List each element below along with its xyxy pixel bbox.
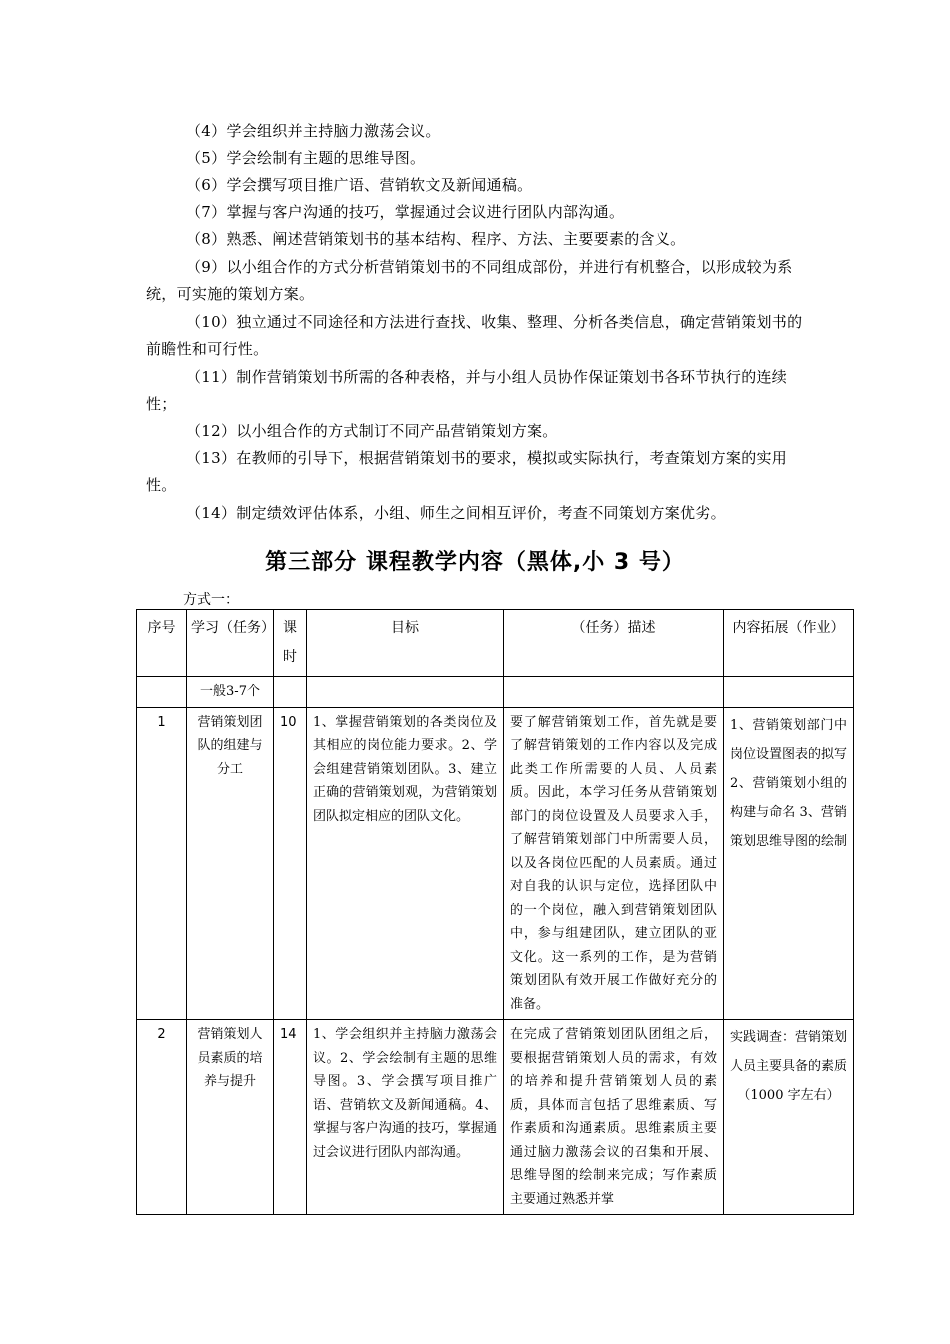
row-task: 营销策划团队的组建与分工 bbox=[187, 707, 274, 1020]
mode-label: 方式一： bbox=[183, 592, 239, 608]
row-number: 2 bbox=[137, 1020, 187, 1215]
paragraph-8: （8）熟悉、阐述营销策划书的基本结构、程序、方法、主要要素的含义。 bbox=[186, 230, 686, 248]
table-row bbox=[137, 707, 854, 1020]
table-header-row bbox=[137, 610, 854, 677]
row-desc: 要了解营销策划工作，首先就是要了解营销策划的工作内容以及完成此类工作所需要的人员、人员素质。因此，本学习任务从营销策划部门的岗位设置及人员要求入手，了解营销策划部门中所需要人员，以及各岗位匹配的人员素质。通过对自我的认识与定位，选择团队中的一个岗位，融入到营销策划团队中，参与组建团队，建立团队的亚文化。这一系列的工作，是为营销策划团队有效开展工作做好充分的准备。 bbox=[504, 707, 724, 1020]
paragraph-10: （10）独立通过不同途径和方法进行查找、收集、整理、分析各类信息，确定营销策划书的前瞻性和可行性。 bbox=[146, 313, 803, 358]
row-extension: 1、营销策划部门中岗位设置图表的拟写 2、营销策划小组的构建与命名 3、营销策划思维导图的绘制 bbox=[724, 707, 854, 1020]
row-number: 1 bbox=[137, 707, 187, 1020]
table-note-row bbox=[137, 677, 854, 708]
paragraph-6: （6）学会撰写项目推广语、营销软文及新闻通稿。 bbox=[186, 176, 533, 194]
header-no: 序号 bbox=[137, 610, 187, 677]
paragraph-13: （13）在教师的引导下，根据营销策划书的要求，模拟或实际执行，考查策划方案的实用性。 bbox=[146, 449, 788, 494]
paragraph-14: （14）制定绩效评估体系，小组、师生之间相互评价，考查不同策划方案优劣。 bbox=[186, 504, 726, 522]
row-goal: 1、学会组织并主持脑力激荡会议。2、学会绘制有主题的思维导图。3、学会撰写项目推广语、营销软文及新闻通稿。4、掌握与客户沟通的技巧，掌握通过会议进行团队内部沟通。 bbox=[307, 1020, 504, 1215]
row-extension-note: （1000 字左右） bbox=[737, 1088, 840, 1103]
header-hours: 课时 bbox=[274, 610, 307, 677]
paragraph-9: （9）以小组合作的方式分析营销策划书的不同组成部份，并进行有机整合，以形成较为系统，可实施的策划方案。 bbox=[146, 258, 793, 303]
row-hours: 14 bbox=[274, 1020, 307, 1215]
paragraph-5: （5）学会绘制有主题的思维导图。 bbox=[186, 149, 426, 167]
paragraph-4: （4）学会组织并主持脑力激荡会议。 bbox=[186, 122, 441, 140]
table-row bbox=[137, 1020, 854, 1215]
row-goal: 1、掌握营销策划的各类岗位及其相应的岗位能力要求。2、学会组建营销策划团队。3、建立正确的营销策划观，为营销策划团队拟定相应的团队文化。 bbox=[307, 707, 504, 1020]
task-count-note: 一般3-7个 bbox=[187, 677, 274, 708]
row-task: 营销策划人员素质的培养与提升 bbox=[187, 1020, 274, 1215]
paragraph-7: （7）掌握与客户沟通的技巧，掌握通过会议进行团队内部沟通。 bbox=[186, 203, 625, 221]
header-goal: 目标 bbox=[307, 610, 504, 677]
header-desc: （任务）描述 bbox=[504, 610, 724, 677]
paragraph-11: （11）制作营销策划书所需的各种表格，并与小组人员协作保证策划书各环节执行的连续性； bbox=[146, 368, 788, 413]
paragraph-12: （12）以小组合作的方式制订不同产品营销策划方案。 bbox=[186, 422, 558, 440]
section-title: 第三部分 课程教学内容（黑体,小 3 号） bbox=[265, 550, 685, 575]
course-content-table bbox=[136, 609, 854, 1215]
row-desc: 在完成了营销策划团队团组之后，要根据营销策划人员的需求，有效的培养和提升营销策划人员的素质，具体而言包括了思维素质、写作素质和沟通素质。思维素质主要通过脑力激荡会议的召集和开展、思维导图的绘制来完成；写作素质主要通过熟悉并掌 bbox=[504, 1020, 724, 1215]
row-extension-cell bbox=[724, 1020, 854, 1215]
header-task: 学习（任务） bbox=[187, 610, 274, 677]
header-ext: 内容拓展（作业） bbox=[724, 610, 854, 677]
row-extension: 实践调查：营销策划人员主要具备的素质 bbox=[730, 1030, 848, 1074]
row-hours: 10 bbox=[274, 707, 307, 1020]
